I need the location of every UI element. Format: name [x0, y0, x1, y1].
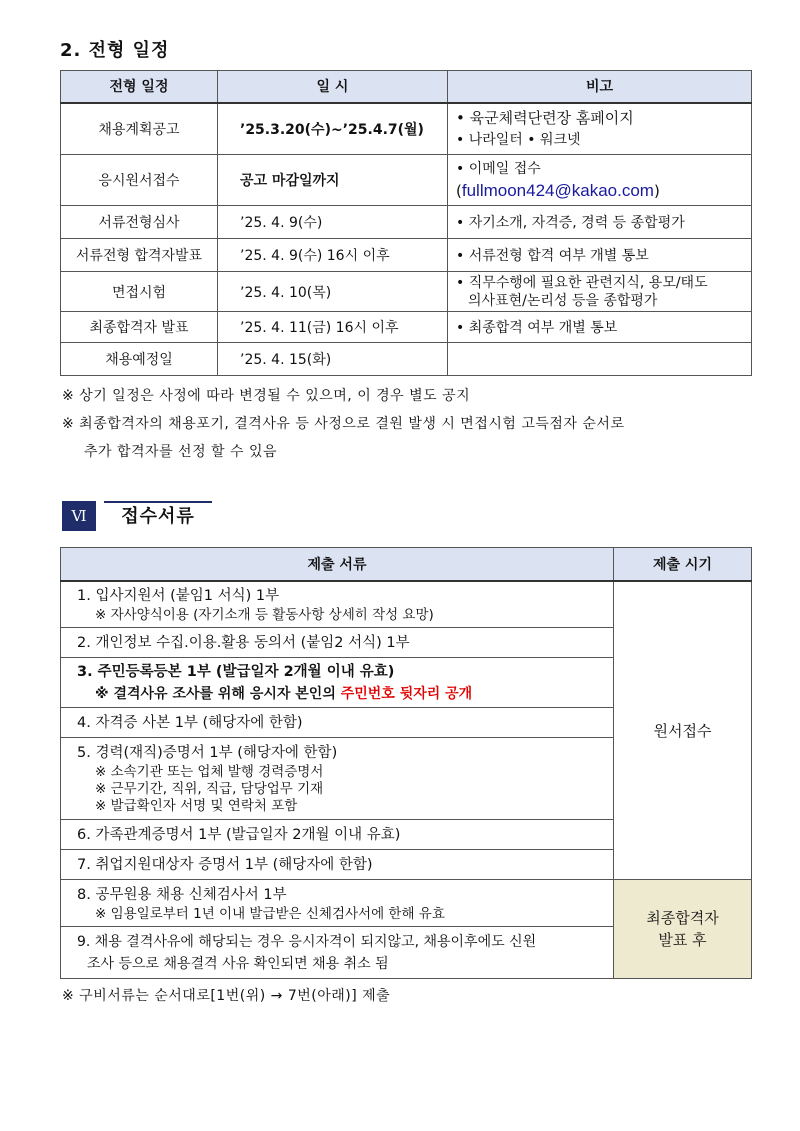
note-line: • 나라일터 • 워크넷 — [456, 131, 581, 148]
item-note: ※ 발급확인자 서명 및 연락처 포함 — [95, 798, 298, 814]
table-header-row — [61, 71, 752, 103]
documents-table — [60, 547, 752, 979]
stage-cell: 채용예정일 — [61, 343, 218, 376]
item-text: 1. 입사지원서 (붙임1 서식) 1부 — [77, 587, 280, 604]
stage-cell: 응시원서접수 — [61, 155, 218, 206]
note-cell: • 서류전형 합격 여부 개별 통보 — [448, 239, 752, 272]
table-row — [61, 343, 752, 376]
table-row — [61, 155, 752, 206]
item-text: 5. 경력(재직)증명서 1부 (해당자에 한함) — [77, 745, 338, 761]
item-note: ※ 임용일로부터 1년 이내 발급받은 신체검사서에 한해 유효 — [95, 905, 445, 922]
date-cell: ’25. 4. 15(화) — [218, 343, 448, 376]
table-row — [61, 272, 752, 312]
document-item — [61, 581, 614, 628]
section-number-badge: Ⅵ — [62, 501, 96, 531]
note-cell — [448, 103, 752, 155]
stage-cell: 면접시험 — [61, 272, 218, 312]
timing-after-final — [614, 880, 752, 979]
date-cell: ’25. 4. 11(금) 16시 이후 — [218, 312, 448, 343]
item-note-highlight: 주민번호 뒷자리 공개 — [340, 685, 473, 702]
stage-cell: 채용계획공고 — [61, 103, 218, 155]
document-item — [61, 880, 614, 927]
item-note — [77, 683, 613, 705]
note-line: • 직무수행에 필요한 관련지식, 용모/태도 — [456, 274, 708, 291]
table-row — [61, 239, 752, 272]
note-cell: • 최종합격 여부 개별 통보 — [448, 312, 752, 343]
header-timing: 제출 시기 — [614, 548, 752, 581]
timing-line: 최종합격자 — [646, 909, 719, 927]
stage-cell: 서류전형심사 — [61, 206, 218, 239]
item-text: 9. 채용 결격사유에 해당되는 경우 응시자격이 되지않고, 채용이후에도 신원 — [77, 933, 537, 950]
table-header-row — [61, 548, 752, 581]
date-cell: ’25.3.20(수)~’25.4.7(월) — [218, 103, 448, 155]
header-date: 일 시 — [218, 71, 448, 103]
note-line: • 육군체력단련장 홈페이지 — [456, 108, 634, 127]
item-note: ※ 소속기관 또는 업체 발행 경력증명서 — [95, 764, 324, 780]
table-row — [61, 581, 752, 628]
stage-cell: 최종합격자 발표 — [61, 312, 218, 343]
timing-application: 원서접수 — [614, 581, 752, 880]
section-title-documents: 접수서류 — [104, 501, 212, 531]
document-item — [61, 738, 614, 820]
header-note: 비고 — [448, 71, 752, 103]
stage-cell: 서류전형 합격자발표 — [61, 239, 218, 272]
note-line: 의사표현/논리성 등을 종합평가 — [468, 292, 658, 309]
date-cell: ’25. 4. 9(수) — [218, 206, 448, 239]
timing-line: 발표 후 — [658, 931, 707, 949]
item-text: 조사 등으로 채용결격 사유 확인되면 채용 취소 됨 — [87, 955, 389, 972]
document-item: 6. 가족관계증명서 1부 (발급일자 2개월 이내 유효) — [61, 820, 614, 850]
schedule-table — [60, 70, 752, 376]
schedule-note: ※ 최종합격자의 채용포기, 결격사유 등 사정으로 결원 발생 시 면접시험 고득점자 순서로 — [62, 416, 625, 432]
date-cell: 공고 마감일까지 — [218, 155, 448, 206]
date-cell: ’25. 4. 10(목) — [218, 272, 448, 312]
schedule-note: 추가 합격자를 선정 할 수 있음 — [84, 444, 278, 460]
note-cell: • 자기소개, 자격증, 경력 등 종합평가 — [448, 206, 752, 239]
note-cell — [448, 155, 752, 206]
item-text: 8. 공무원용 채용 신체검사서 1부 — [77, 886, 287, 903]
header-documents: 제출 서류 — [61, 548, 614, 581]
table-row — [61, 206, 752, 239]
note-cell — [448, 343, 752, 376]
document-item — [61, 658, 614, 708]
table-row — [61, 103, 752, 155]
item-note: ※ 자사양식이용 (자기소개 등 활동사항 상세히 작성 요망) — [95, 606, 434, 623]
item-note: ※ 근무기간, 직위, 직급, 담당업무 기재 — [95, 781, 324, 797]
document-item: 4. 자격증 사본 1부 (해당자에 한함) — [61, 708, 614, 738]
document-item: 2. 개인정보 수집.이용.활용 동의서 (붙임2 서식) 1부 — [61, 628, 614, 658]
date-cell: ’25. 4. 9(수) 16시 이후 — [218, 239, 448, 272]
item-text: 3. 주민등록등본 1부 (발급일자 2개월 이내 유효) — [77, 663, 395, 680]
document-item — [61, 927, 614, 979]
table-row — [61, 312, 752, 343]
table-row — [61, 880, 752, 927]
document-item: 7. 취업지원대상자 증명서 1부 (해당자에 한함) — [61, 850, 614, 880]
schedule-note: ※ 상기 일정은 사정에 따라 변경될 수 있으며, 이 경우 별도 공지 — [62, 388, 471, 404]
section-title-schedule: 2. 전형 일정 — [60, 40, 170, 61]
header-stage: 전형 일정 — [61, 71, 218, 103]
note-line: • 이메일 접수 — [456, 160, 541, 177]
email-line: (fullmoon424@kakao.com) — [456, 180, 660, 200]
documents-footer-note: ※ 구비서류는 순서대로[1번(위) → 7번(아래)] 제출 — [62, 988, 391, 1004]
item-note-text: ※ 결격사유 조사를 위해 응시자 본인의 — [95, 685, 341, 702]
note-cell — [448, 272, 752, 312]
email-address: fullmoon424@kakao.com — [461, 180, 654, 200]
